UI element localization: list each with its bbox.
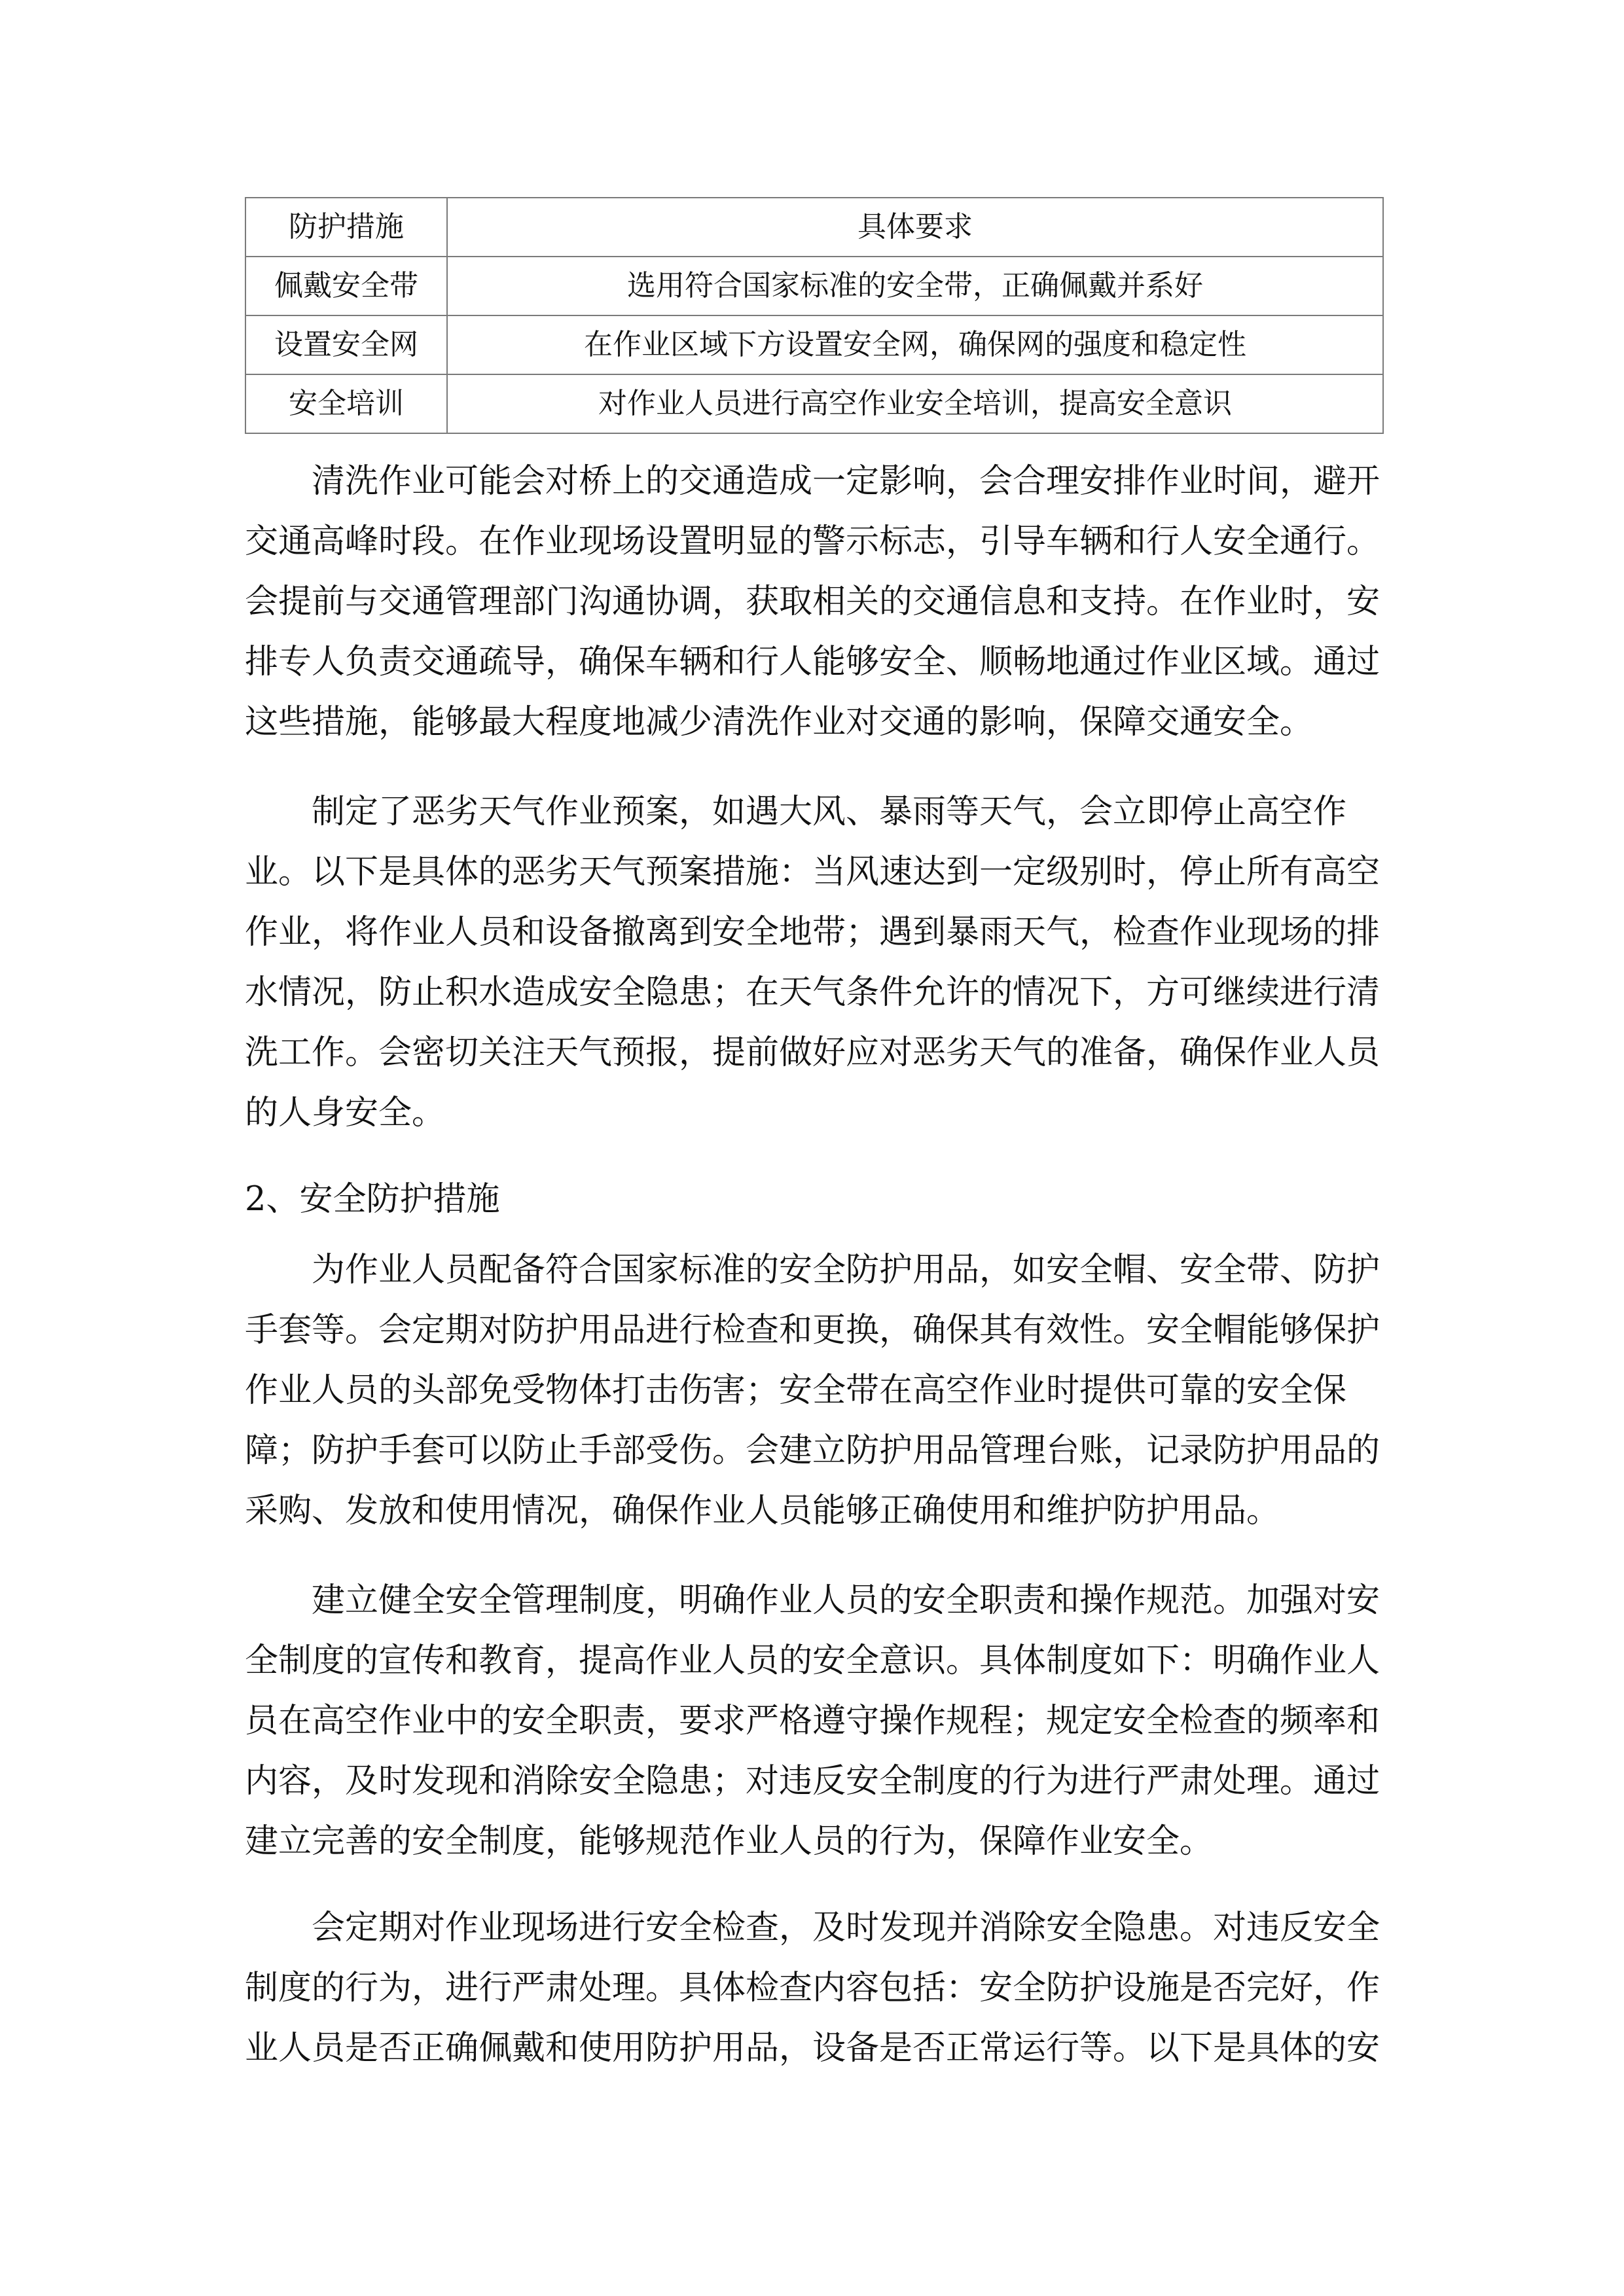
table-cell: 选用符合国家标准的安全带，正确佩戴并系好 xyxy=(447,257,1383,315)
paragraph-line: 内容，及时发现和消除安全隐患；对违反安全制度的行为进行严肃处理。通过 xyxy=(245,1762,1380,1801)
paragraph-line: 的人身安全。 xyxy=(245,1094,446,1132)
paragraph-line: 水情况，防止积水造成安全隐患；在天气条件允许的情况下，方可继续进行清 xyxy=(245,973,1380,1012)
paragraph-line: 为作业人员配备符合国家标准的安全防护用品，如安全帽、安全带、防护 xyxy=(312,1251,1380,1289)
table-row xyxy=(245,374,1383,433)
paragraph-line: 作业，将作业人员和设备撤离到安全地带；遇到暴雨天气，检查作业现场的排 xyxy=(245,913,1380,952)
protection-measures-table xyxy=(245,197,1384,434)
section-heading-text: 2、安全防护措施 xyxy=(245,1180,500,1219)
paragraph-line: 员在高空作业中的安全职责，要求严格遵守操作规程；规定安全检查的频率和 xyxy=(245,1702,1380,1740)
paragraph-line: 洗工作。会密切关注天气预报，提前做好应对恶劣天气的准备，确保作业人员 xyxy=(245,1033,1380,1072)
table-header-cell: 防护措施 xyxy=(245,198,447,257)
paragraph-line: 作业人员的头部免受物体打击伤害；安全带在高空作业时提供可靠的安全保 xyxy=(245,1371,1347,1410)
paragraph-weather xyxy=(245,782,1384,1143)
paragraph-line: 建立健全安全管理制度，明确作业人员的安全职责和操作规范。加强对安 xyxy=(312,1581,1380,1620)
paragraph-line: 障；防护手套可以防止手部受伤。会建立防护用品管理台账，记录防护用品的 xyxy=(245,1431,1380,1470)
paragraph-line: 这些措施，能够最大程度地减少清洗作业对交通的影响，保障交通安全。 xyxy=(245,703,1314,742)
paragraph-line: 交通高峰时段。在作业现场设置明显的警示标志，引导车辆和行人安全通行。 xyxy=(245,522,1380,561)
paragraph-line: 建立完善的安全制度，能够规范作业人员的行为，保障作业安全。 xyxy=(245,1822,1214,1861)
table-cell: 在作业区域下方设置安全网，确保网的强度和稳定性 xyxy=(447,315,1383,374)
table-header-row xyxy=(245,198,1383,257)
table-row xyxy=(245,315,1383,374)
paragraph-line: 排专人负责交通疏导，确保车辆和行人能够安全、顺畅地通过作业区域。通过 xyxy=(245,643,1380,681)
paragraph-traffic xyxy=(245,452,1384,753)
paragraph-line: 会提前与交通管理部门沟通协调，获取相关的交通信息和支持。在作业时，安 xyxy=(245,583,1380,621)
paragraph-line: 制度的行为，进行严肃处理。具体检查内容包括：安全防护设施是否完好，作 xyxy=(245,1969,1380,2007)
paragraph-line: 制定了恶劣天气作业预案，如遇大风、暴雨等天气，会立即停止高空作 xyxy=(312,793,1347,831)
paragraph-line: 全制度的宣传和教育，提高作业人员的安全意识。具体制度如下：明确作业人 xyxy=(245,1641,1380,1680)
paragraph-safety-system xyxy=(245,1571,1384,1872)
table-cell: 设置安全网 xyxy=(245,315,447,374)
paragraph-protective-equipment xyxy=(245,1240,1384,1541)
table-cell: 佩戴安全带 xyxy=(245,257,447,315)
table-cell: 安全培训 xyxy=(245,374,447,433)
paragraph-line: 业人员是否正确佩戴和使用防护用品，设备是否正常运行等。以下是具体的安 xyxy=(245,2029,1380,2068)
paragraph-line: 清洗作业可能会对桥上的交通造成一定影响，会合理安排作业时间，避开 xyxy=(312,462,1380,501)
paragraph-safety-inspection xyxy=(245,1898,1384,2079)
paragraph-line: 会定期对作业现场进行安全检查，及时发现并消除安全隐患。对违反安全 xyxy=(312,1909,1380,1947)
table-row xyxy=(245,257,1383,315)
paragraph-line: 业。以下是具体的恶劣天气预案措施：当风速达到一定级别时，停止所有高空 xyxy=(245,853,1380,891)
paragraph-line: 手套等。会定期对防护用品进行检查和更换，确保其有效性。安全帽能够保护 xyxy=(245,1311,1380,1350)
table-cell: 对作业人员进行高空作业安全培训，提高安全意识 xyxy=(447,374,1383,433)
paragraph-line: 采购、发放和使用情况，确保作业人员能够正确使用和维护防护用品。 xyxy=(245,1492,1280,1530)
table-header-cell: 具体要求 xyxy=(447,198,1383,257)
section-heading xyxy=(245,1170,1384,1230)
